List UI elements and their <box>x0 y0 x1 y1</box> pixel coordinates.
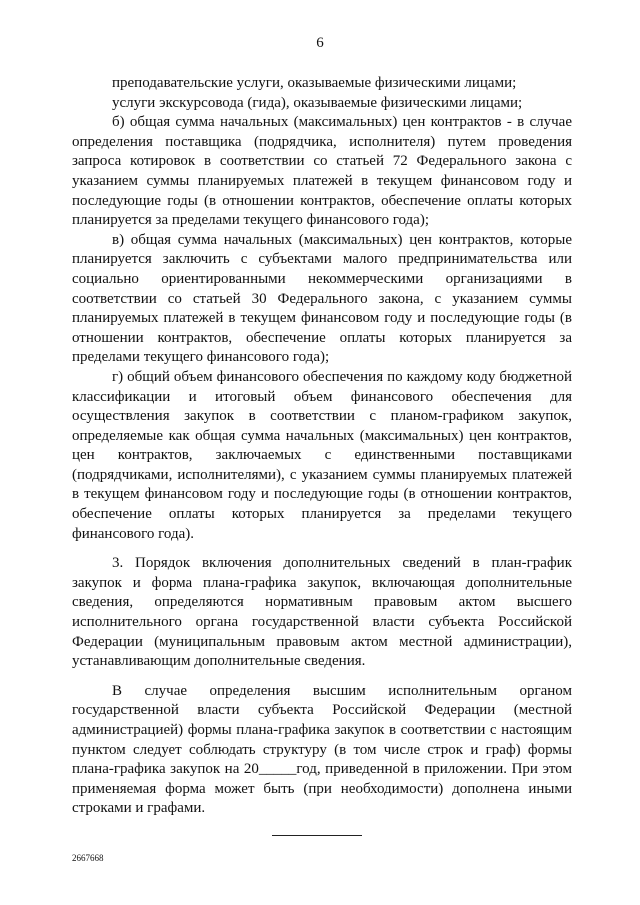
page-number: 6 <box>316 35 324 51</box>
paragraph-item-b: б) общая сумма начальных (максимальных) цен контрактов - в случае определения поставщика (подрядчика, исполнителя) путем проведения запроса котировок в соответствии со статьей 72 Федерального закона с указанием суммы планируемых платежей в текущем финансовом году и последующие годы (в отношении контрактов, обеспечение оплаты которых планируется за пределами текущего финансового года); <box>72 114 572 229</box>
paragraph-item-v: в) общая сумма начальных (максимальных) цен контрактов, которые планируется заключить с субъектами малого предпринимательства или социально ориентированными некоммерческими организациями в соответствии со статьей 30 Федерального закона, с указанием суммы планируемых платежей в текущем финансовом году и последующие годы (в отношении контрактов, обеспечение оплаты которых планируется за пределами текущего финансового года); <box>72 231 572 366</box>
document-code: 2667668 <box>72 853 104 863</box>
document-body <box>72 74 572 819</box>
footer-divider <box>272 835 362 836</box>
paragraph-section-3: 3. Порядок включения дополнительных сведений в план-график закупок и форма плана-графика закупок, включающая дополнительные сведения, определяются нормативным правовым актом высшего исполнительного органа государственной власти субъекта Российской Федерации (муниципальным правовым актом местной администрации), устанавливающим дополнительные сведения. <box>72 555 572 670</box>
paragraph-item-g: г) общий объем финансового обеспечения по каждому коду бюджетной классификации и итоговый объем финансового обеспечения для осуществления закупок в соответствии с планом-графиком закупок, определяемые как общая сумма начальных (максимальных) цен контрактов, цен контрактов, заключаемых с единственными поставщиками (подрядчиками, исполнителями), с указанием суммы планируемых платежей в текущем финансовом году и последующие годы (в отношении контрактов, обеспечение оплаты которых планируется за пределами текущего финансового года). <box>72 368 572 542</box>
paragraph-guide-services: услуги экскурсовода (гида), оказываемые физическими лицами; <box>112 94 523 111</box>
paragraph-plan-form: В случае определения высшим исполнительным органом государственной власти субъекта Российской Федерации (местной администрацией) формы плана-графика закупок в соответствии с настоящим пунктом следует соблюдать структуру (в том числе строк и граф) формы плана-графика закупок на 20_____год, приведенной в приложении. При этом применяемая форма может быть (при необходимости) дополнена иными строками и графами. <box>72 682 572 817</box>
paragraph-teaching-services: преподавательские услуги, оказываемые физическими лицами; <box>112 75 517 91</box>
